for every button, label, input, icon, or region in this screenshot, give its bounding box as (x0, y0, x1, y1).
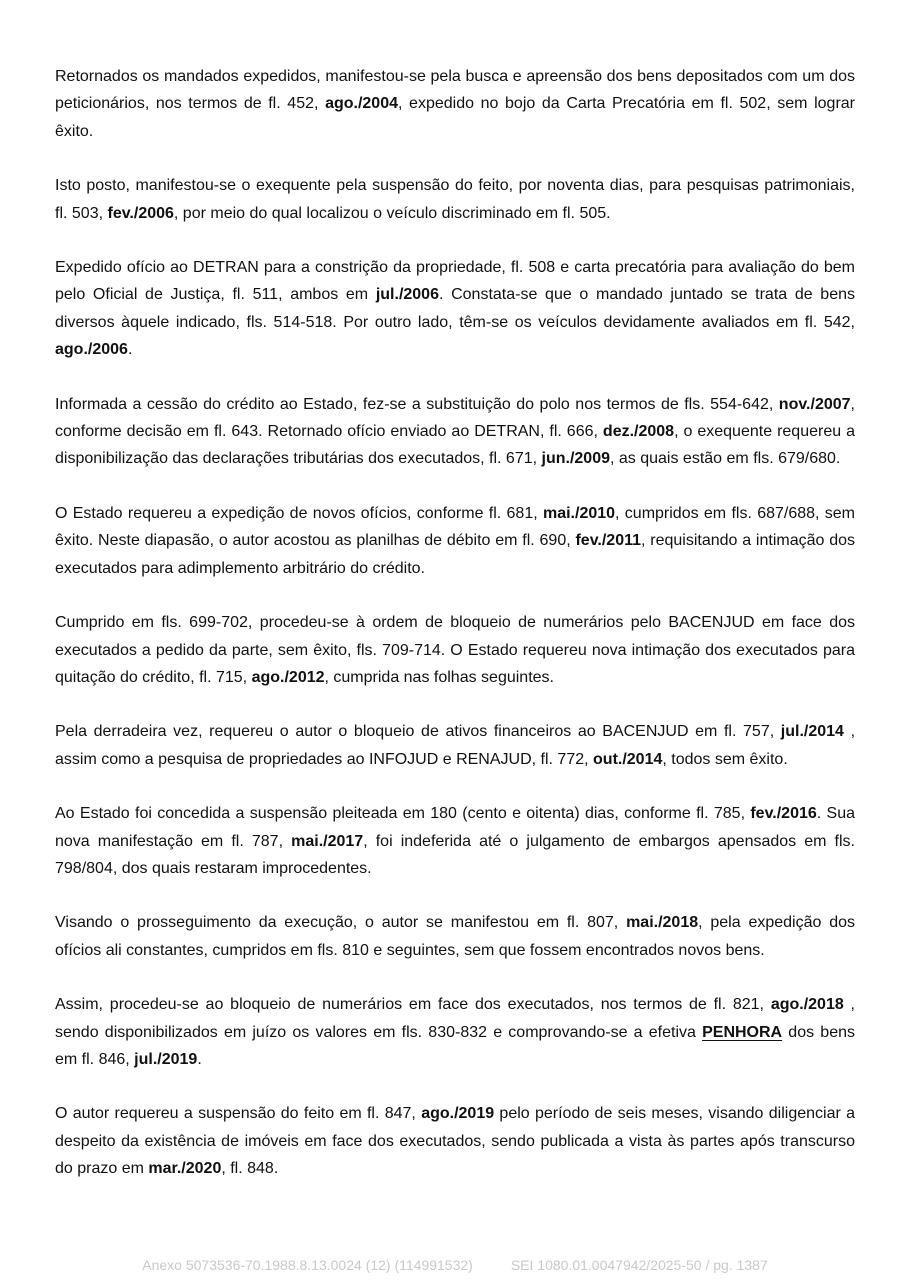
date-reference: jul./2019 (134, 1050, 198, 1068)
paragraph (55, 1100, 855, 1182)
paragraph-text: , conforme decisão em fl. 643. Retornado ofício enviado ao DETRAN, fl. 666, (55, 395, 855, 441)
paragraph-text: Pela derradeira vez, requereu o autor o bloqueio de ativos financeiros ao BACENJUD em fl. 757, (55, 723, 781, 741)
paragraph-text: Expedido ofício ao DETRAN para a constrição da propriedade, fl. 508 e carta precatória para avaliação do bem pelo Oficial de Justiça, fl. 511, ambos em (55, 259, 855, 304)
date-reference: ago./2006 (55, 341, 128, 359)
date-reference: jul./2014 (780, 723, 844, 741)
paragraph (55, 63, 855, 145)
paragraph-text: , foi indeferida até o julgamento de embargos apensados em fls. 798/804, dos quais restaram improcedentes. (55, 832, 856, 877)
paragraph-text: , fl. 848. (221, 1160, 279, 1178)
footer-annex-reference: Anexo 5073536-70.1988.8.13.0024 (12) (114991532) (142, 1257, 473, 1273)
paragraph-text: , pela expedição dos ofícios ali constantes, cumpridos em fls. 810 e seguintes, sem que fossem encontrados novos bens. (55, 914, 855, 959)
date-reference: mai./2018 (626, 914, 699, 932)
paragraph-text: O Estado requereu a expedição de novos ofícios, conforme fl. 681, (55, 504, 543, 522)
paragraph-text: , as quais estão em fls. 679/680. (610, 450, 841, 468)
date-reference: fev./2016 (750, 805, 817, 823)
paragraph-text: Ao Estado foi concedida a suspensão pleiteada em 180 (cento e oitenta) dias, conforme fl. 785, (55, 805, 751, 823)
paragraph-text: dos bens em fl. 846, (55, 1023, 855, 1068)
paragraph-text: , expedido no bojo da Carta Precatória em fl. 502, sem lograr êxito. (55, 95, 856, 140)
paragraph-text: pelo período de seis meses, visando diligenciar a despeito da existência de imóveis em face dos executados, sendo publicada a vista às partes após transcurso do prazo em (55, 1105, 856, 1178)
date-reference: jun./2009 (541, 450, 610, 468)
date-reference: mai./2017 (291, 832, 364, 850)
paragraph-text: . (197, 1050, 202, 1068)
paragraph-text: . (127, 341, 133, 359)
paragraph (55, 718, 855, 773)
date-reference: jul./2006 (375, 286, 439, 304)
paragraph-text: Cumprido em fls. 699-702, procedeu-se à ordem de bloqueio de numerários pelo BACENJUD em face dos executados a pedido da parte, sem êxito, fls. 709-714. O Estado requereu nova intimação dos executados para quitação do crédito, fl. 715, (55, 614, 855, 686)
document-body (55, 63, 855, 1210)
date-reference: ago./2012 (251, 668, 325, 686)
paragraph (55, 991, 855, 1073)
date-reference: nov./2007 (778, 395, 851, 413)
paragraph-text: O autor requereu a suspensão do feito em fl. 847, (55, 1105, 422, 1123)
paragraph-text: . Constata-se que o mandado juntado se trata de bens diversos àquele indicado, fls. 514-518. Por outro lado, têm-se os veículos devidamente avaliados em fl. 542, (55, 286, 856, 331)
paragraph-text: , requisitando a intimação dos executados para adimplemento arbitrário do crédito. (55, 532, 855, 577)
paragraph-text: , assim como a pesquisa de propriedades ao INFOJUD e RENAJUD, fl. 772, (55, 723, 856, 768)
paragraph-text: Isto posto, manifestou-se o exequente pela suspensão do feito, por noventa dias, para pesquisas patrimoniais, fl. 503, (55, 177, 855, 222)
paragraph-text: Assim, procedeu-se ao bloqueio de numerários em face dos executados, nos termos de fl. 821, (55, 996, 771, 1014)
paragraph (55, 254, 855, 364)
date-reference: mar./2020 (148, 1160, 222, 1178)
date-reference: ago./2019 (421, 1105, 495, 1123)
paragraph (55, 609, 855, 691)
paragraph-text: , o exequente requereu a disponibilização das declarações tributárias dos executados, fl. 671, (55, 423, 855, 468)
date-reference: mai./2010 (542, 504, 616, 522)
paragraph (55, 909, 855, 964)
paragraph (55, 800, 855, 882)
paragraph-text: , sendo disponibilizados em juízo os valores em fls. 830-832 e comprovando-se a efetiva (55, 996, 856, 1041)
date-reference: ago./2018 (770, 996, 844, 1014)
paragraph (55, 172, 855, 227)
paragraph (55, 500, 855, 582)
date-reference: out./2014 (593, 750, 663, 768)
paragraph-text: . Sua nova manifestação em fl. 787, (55, 805, 856, 850)
date-reference: fev./2006 (107, 204, 174, 222)
paragraph (55, 391, 855, 473)
date-reference: ago./2004 (325, 95, 398, 113)
date-reference: fev./2011 (575, 532, 642, 550)
footer-sei-page-reference: SEI 1080.01.0047942/2025-50 / pg. 1387 (510, 1257, 768, 1273)
paragraph-text: , cumprida nas folhas seguintes. (324, 668, 554, 686)
paragraph-text: Informada a cessão do crédito ao Estado, fez-se a substituição do polo nos termos de fls. 554-642, (55, 395, 779, 413)
paragraph-text: , cumpridos em fls. 687/688, sem êxito. Neste diapasão, o autor acostou as planilhas de débito em fl. 690, (55, 504, 856, 550)
page-footer (0, 1257, 910, 1273)
paragraph-text: , por meio do qual localizou o veículo discriminado em fl. 505. (173, 204, 611, 222)
paragraph-text: , todos sem êxito. (662, 750, 788, 768)
underlined-emphasis: PENHORA (702, 1023, 783, 1041)
paragraph-text: Visando o prosseguimento da execução, o autor se manifestou em fl. 807, (55, 914, 627, 932)
date-reference: dez./2008 (602, 423, 675, 441)
paragraph-text: Retornados os mandados expedidos, manifestou-se pela busca e apreensão dos bens depositados com um dos peticionários, nos termos de fl. 452, (55, 68, 855, 113)
